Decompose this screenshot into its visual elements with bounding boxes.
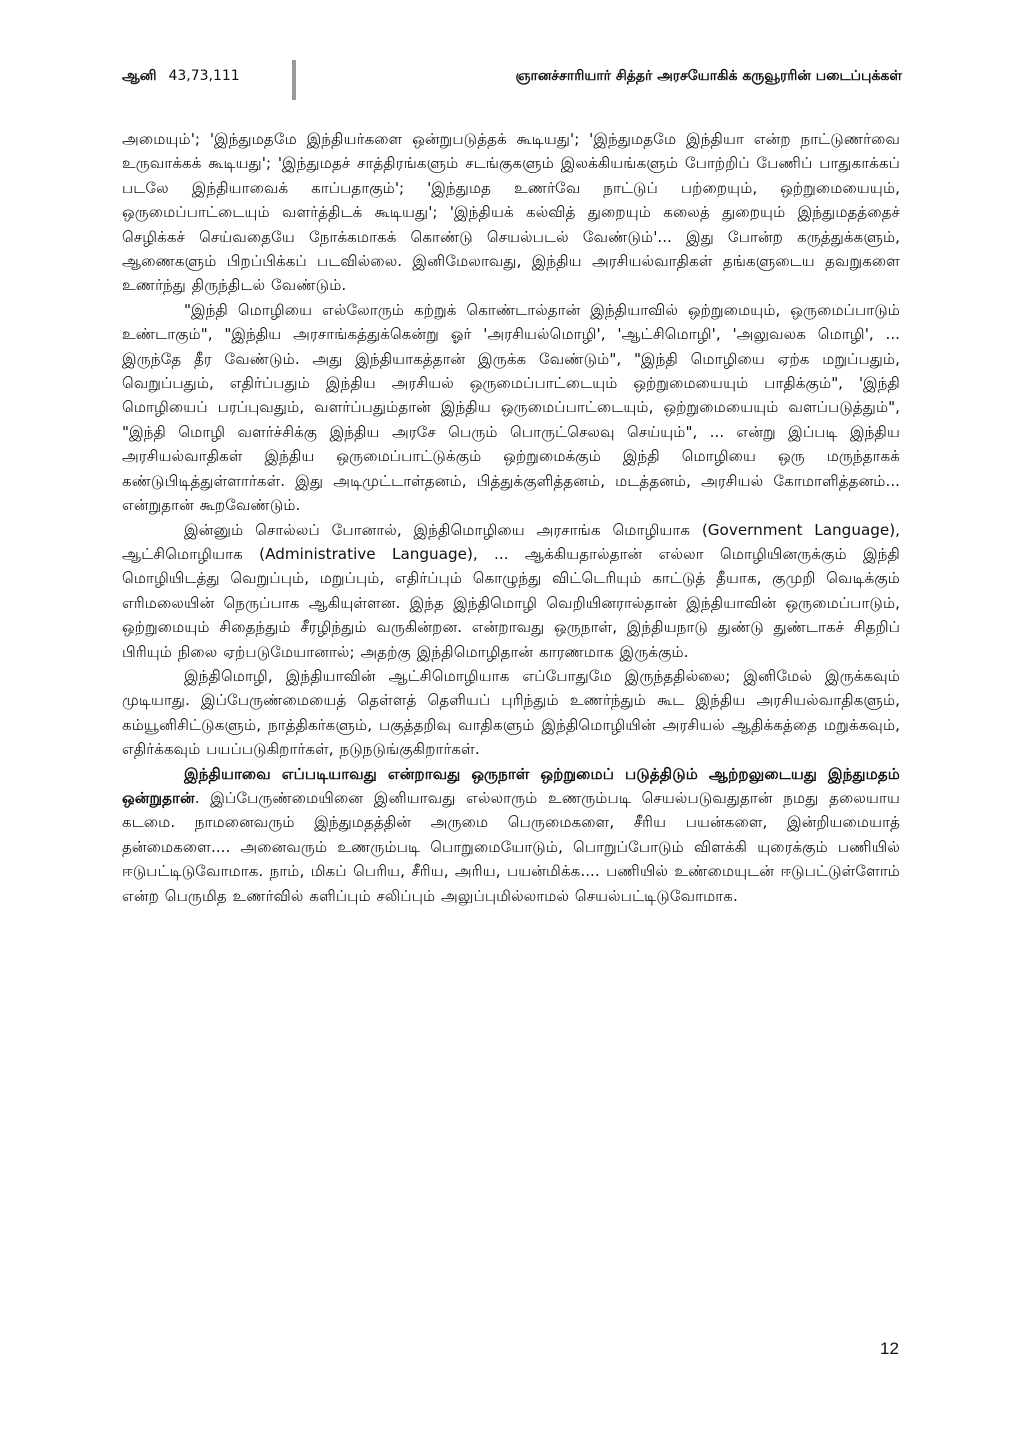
page-body [122,127,900,908]
paragraph-4: இந்திமொழி, இந்தியாவின் ஆட்சிமொழியாக எப்போதுமே இருந்ததில்லை; இனிமேல் இருக்கவும் முடியாது. இப்பேருண்மையைத் தெள்ளத் தெளியப் புரிந்தும் உணர்ந்தும் கூட இந்திய அரசியல்வாதிகளும், கம்யூனிசிட்டுகளும், நாத்திகர்களும், பகுத்தறிவு வாதிகளும் இந்திமொழியின் அரசியல் ஆதிக்கத்தை மறுக்கவும், எதிர்க்கவும் பயப்படுகிறார்கள், நடுநடுங்குகிறார்கள். [122,666,900,759]
running-header [122,64,902,98]
paragraph-2: "இந்தி மொழியை எல்லோரும் கற்றுக் கொண்டால்தான் இந்தியாவில் ஒற்றுமையும், ஒருமைப்பாடும் உண்டாகும்", "இந்திய அரசாங்கத்துக்கென்று ஓர் 'அரசியல்மொழி', 'ஆட்சிமொழி', 'அலுவலக மொழி', ... இருந்தே தீர வேண்டும். அது இந்தியாகத்தான் இருக்க வேண்டும்", "இந்தி மொழியை ஏற்க மறுப்பதும், வெறுப்பதும், எதிர்ப்பதும் இந்திய அரசியல் ஒருமைப்பாட்டையும் ஒற்றுமையையும் பாதிக்கும்", 'இந்தி மொழியைப் பரப்புவதும், வளர்ப்பதும்தான் இந்திய ஒருமைப்பாட்டையும், ஒற்றுமையையும் வளப்படுத்தும்", "இந்தி மொழி வளர்ச்சிக்கு இந்திய அரசே பெரும் பொருட்செலவு செய்யும்", ... என்று இப்படி இந்திய அரசியல்வாதிகள் இந்திய ஒருமைப்பாட்டுக்கும் ஒற்றுமைக்கும் இந்தி மொழியை ஒரு மருந்தாகக் கண்டுபிடித்துள்ளார்கள். இது அடிமுட்டாள்தனம், பித்துக்குளித்தனம், மடத்தனம், அரசியல் கோமாளித்தனம்... என்றுதான் கூறவேண்டும். [122,300,900,515]
paragraph-5-text: . இப்பேருண்மையினை இனியாவது எல்லாரும் உணரும்படி செயல்படுவதுதான் நமது தலையாய கடமை. நாமனைவரும் இந்துமதத்தின் அருமை பெருமைகளை, சீரிய பயன்களை, இன்றியமையாத் தன்மைகளை.... அனைவரும் உணரும்படி பொறுமையோடும், பொறுப்போடும் விளக்கி யுரைக்கும் பணியில் ஈடுபட்டிடுவோமாக. நாம், மிகப் பெரிய, சீரிய, அரிய, பயன்மிக்க.... பணியில் உண்மையுடன் ஈடுபட்டுள்ளோம் என்ற பெருமித உணர்வில் களிப்பும் சலிப்பும் அலுப்புமில்லாமல் செயல்பட்டிடுவோமாக. [122,788,900,905]
paragraph-5 [122,762,900,908]
header-divider [292,60,296,100]
paragraph-3: இன்னும் சொல்லப் போனால், இந்திமொழியை அரசாங்க மொழியாக (Government Language), ஆட்சிமொழியாக (Administrative Language), ... ஆக்கியதால்தான் எல்லா மொழியினருக்கும் இந்தி மொழியிடத்து வெறுப்பும், மறுப்பும், எதிர்ப்பும் கொழுந்து விட்டெரியும் காட்டுத் தீயாக, குமுறி வெடிக்கும் எரிமலையின் நெருப்பாக ஆகியுள்ளன. இந்த இந்திமொழி வெறியினரால்தான் இந்தியாவின் ஒருமைப்பாடும், ஒற்றுமையும் சிதைந்தும் சீரழிந்தும் வருகின்றன. என்றாவது ஒருநாள், இந்தியநாடு துண்டு துண்டாகச் சிதறிப் பிரியும் நிலை ஏற்படுமேயானால்; அதற்கு இந்திமொழிதான் காரணமாக இருக்கும். [122,520,900,661]
paragraph-5-bold-lead: இந்தியாவை எப்படியாவது என்றாவது ஒருநாள் ஒற்றுமைப் படுத்திடும் ஆற்றலுடையது இந்துமதம் ஒன்றுதான் [122,764,900,807]
header-date [122,68,240,86]
paragraph-1: அமையும்'; 'இந்துமதமே இந்தியர்களை ஒன்றுபடுத்தக் கூடியது'; 'இந்துமதமே இந்தியா என்ற நாட்டுணர்வை உருவாக்கக் கூடியது'; 'இந்துமதச் சாத்திரங்களும் சடங்குகளும் இலக்கியங்களும் போற்றிப் பேணிப் பாதுகாக்கப் படலே இந்தியாவைக் காப்பதாகும்'; 'இந்துமத உணர்வே நாட்டுப் பற்றையும், ஒற்றுமையையும், ஒருமைப்பாட்டையும் வளர்த்திடக் கூடியது'; 'இந்தியக் கல்வித் துறையும் கலைத் துறையும் இந்துமதத்தைச் செழிக்கச் செய்வதையே நோக்கமாகக் கொண்டு செயல்படல் வேண்டும்'... இது போன்ற கருத்துக்களும், ஆணைகளும் பிறப்பிக்கப் படவில்லை. இனிமேலாவது, இந்திய அரசியல்வாதிகள் தங்களுடைய தவறுகளை உணர்ந்து திருந்திடல் வேண்டும். [122,130,900,295]
header-title: ஞானச்சாரியார் சித்தர் அரசயோகிக் கருவூரரின் படைப்புக்கள் [515,68,902,84]
header-date-code: 43,73,111 [168,68,240,84]
page-number: 12 [880,1339,899,1358]
header-month: ஆனி [122,68,157,84]
